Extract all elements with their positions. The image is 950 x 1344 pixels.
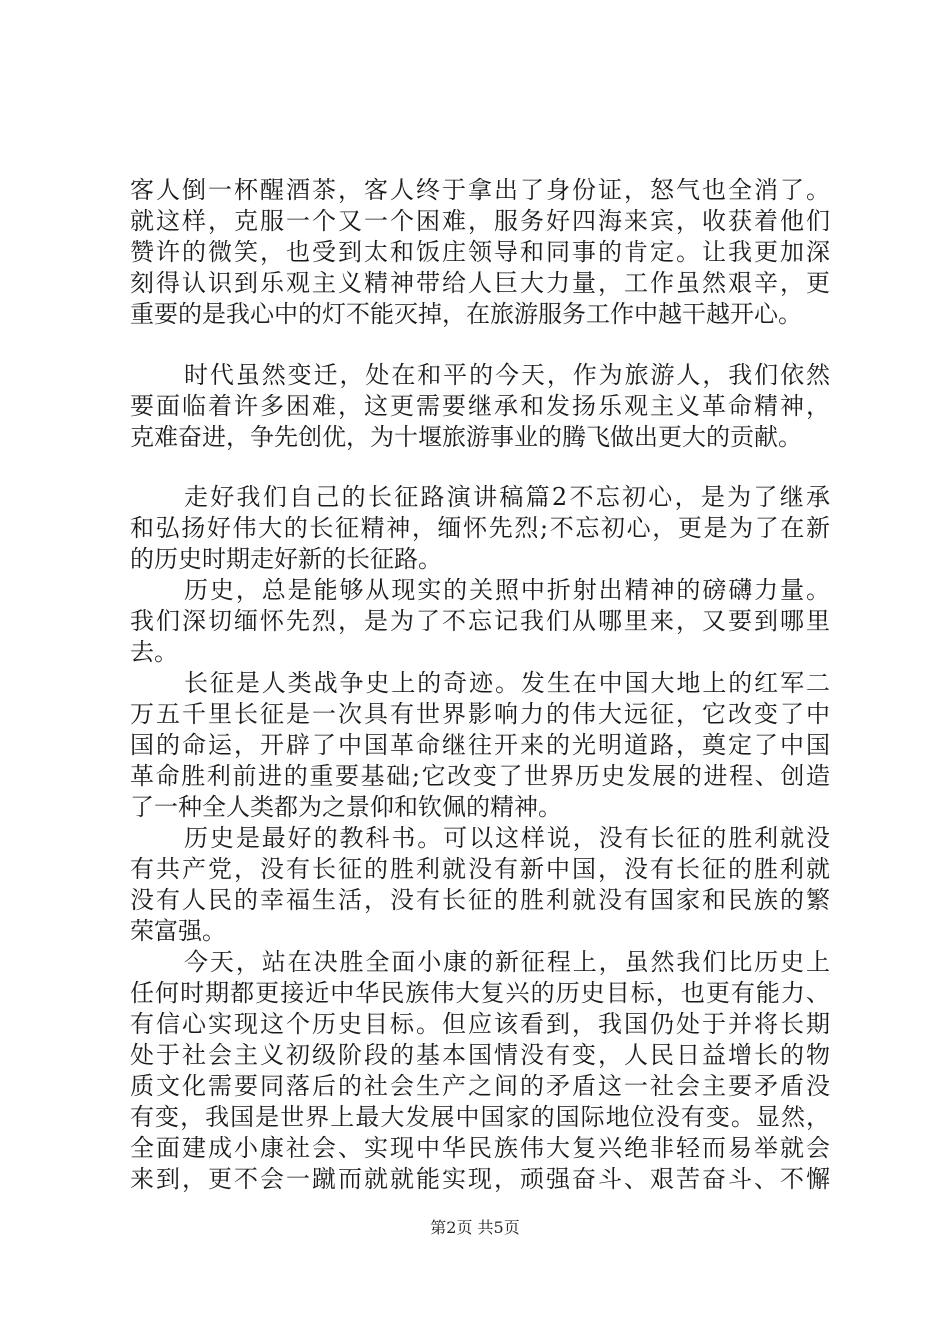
- text-line: 今天，站在决胜全面小康的新征程上，虽然我们比历史上: [184, 948, 830, 976]
- text-line: 要面临着许多困难，这更需要继承和发扬乐观主义革命精神，: [130, 392, 830, 420]
- text-line: 革命胜利前进的重要基础;它改变了世界历史发展的进程、创造: [130, 762, 830, 790]
- text-line: 处于社会主义初级阶段的基本国情没有变，人民日益增长的物: [130, 1041, 830, 1069]
- text-line: 的历史时期走好新的长征路。: [130, 545, 442, 573]
- text-line: 客人倒一杯醒酒茶，客人终于拿出了身份证，怒气也全消了。: [130, 176, 830, 204]
- text-line: 全面建成小康社会、实现中华民族伟大复兴绝非轻而易举就会: [130, 1134, 830, 1162]
- text-block-1: [130, 175, 830, 330]
- text-line: 赞许的微笑，也受到太和饭庄领导和同事的肯定。让我更加深: [130, 238, 830, 266]
- text-line: 历史是最好的教科书。可以这样说，没有长征的胜利就没: [184, 824, 830, 852]
- text-line: 国的命运，开辟了中国革命继往开来的光明道路，奠定了中国: [130, 731, 830, 759]
- text-line: 时代虽然变迁，处在和平的今天，作为旅游人，我们依然: [184, 361, 830, 389]
- text-line: 和弘扬好伟大的长征精神，缅怀先烈;不忘初心，更是为了在新: [130, 514, 830, 542]
- text-block-3: [130, 482, 830, 1195]
- text-line: 我们深切缅怀先烈，是为了不忘记我们从哪里来，又要到哪里: [130, 607, 830, 635]
- text-line: 有信心实现这个历史目标。但应该看到，我国仍处于并将长期: [130, 1010, 830, 1038]
- text-line: 有变，我国是世界上最大发展中国家的国际地位没有变。显然，: [130, 1103, 830, 1131]
- text-line: 走好我们自己的长征路演讲稿篇2不忘初心，是为了继承: [184, 483, 830, 511]
- text-line: 任何时期都更接近中华民族伟大复兴的历史目标，也更有能力、: [130, 979, 830, 1007]
- text-block-2: [130, 360, 830, 453]
- text-line: 没有人民的幸福生活，没有长征的胜利就没有国家和民族的繁: [130, 886, 830, 914]
- page-footer: 第2页 共5页: [430, 1218, 520, 1237]
- text-line: 就这样，克服一个又一个困难，服务好四海来宾，收获着他们: [130, 207, 830, 235]
- text-line: 了一种全人类都为之景仰和钦佩的精神。: [130, 793, 562, 821]
- text-line: 荣富强。: [130, 917, 226, 945]
- text-line: 有共产党，没有长征的胜利就没有新中国，没有长征的胜利就: [130, 855, 830, 883]
- text-line: 来到，更不会一蹴而就就能实现，顽强奋斗、艰苦奋斗、不懈: [130, 1165, 830, 1193]
- text-line: 刻得认识到乐观主义精神带给人巨大力量，工作虽然艰辛，更: [130, 269, 830, 297]
- text-line: 长征是人类战争史上的奇迹。发生在中国大地上的红军二: [184, 669, 830, 697]
- text-line: 去。: [130, 638, 178, 666]
- text-line: 万五千里长征是一次具有世界影响力的伟大远征，它改变了中: [130, 700, 830, 728]
- text-line: 重要的是我心中的灯不能灭掉，在旅游服务工作中越干越开心。: [130, 300, 802, 328]
- text-line: 克难奋进，争先创优，为十堰旅游事业的腾飞做出更大的贡献。: [130, 423, 802, 451]
- text-line: 历史，总是能够从现实的关照中折射出精神的磅礴力量。: [184, 576, 830, 604]
- text-line: 质文化需要同落后的社会生产之间的矛盾这一社会主要矛盾没: [130, 1072, 830, 1100]
